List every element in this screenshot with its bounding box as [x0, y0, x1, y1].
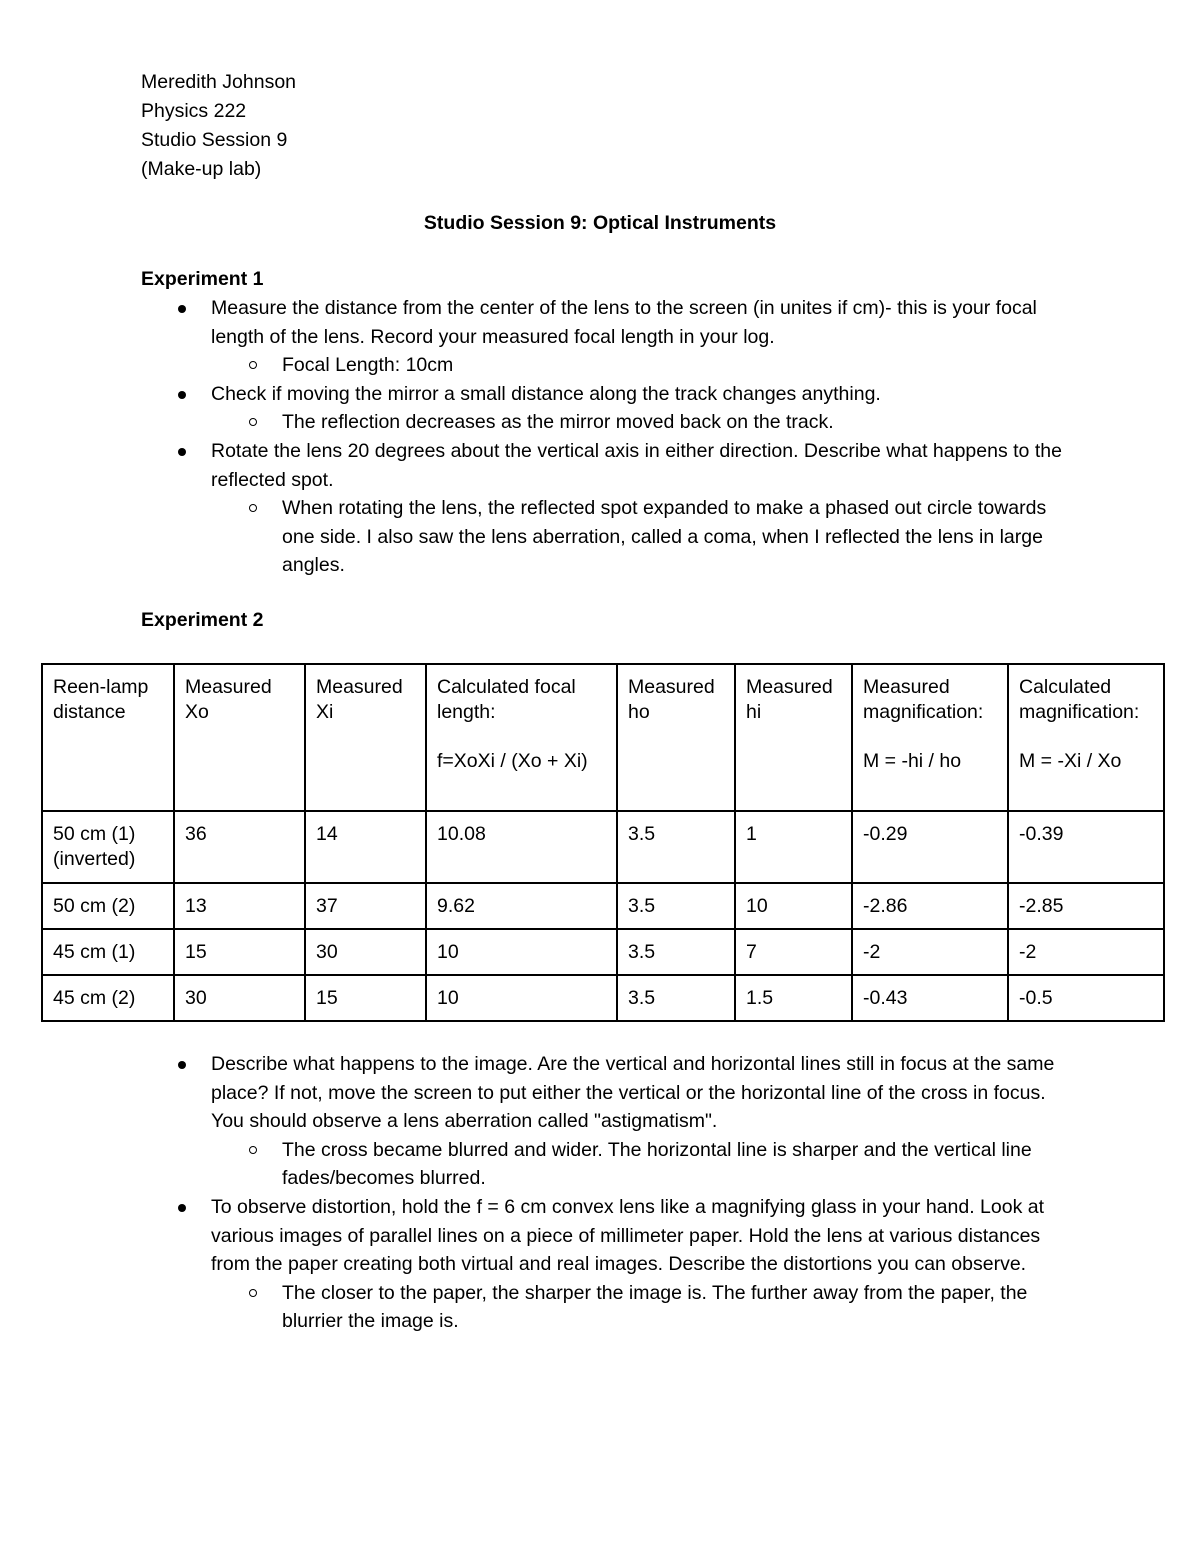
table-cell: 1: [735, 811, 852, 883]
list-item: [141, 380, 1071, 437]
table-cell: -0.39: [1008, 811, 1164, 883]
header-line: length:: [437, 701, 496, 723]
table-cell: 14: [305, 811, 426, 883]
results-table: [41, 663, 1165, 1022]
header-line: ho: [628, 701, 650, 723]
bullet-text: To observe distortion, hold the f = 6 cm convex lens like a magnifying glass in your hand. Look at various images of parallel lines on a piece of millimeter paper. Hold the lens at various distances from the paper creating both virtual and real images. Describe the distortions you can observe.: [211, 1195, 1045, 1276]
experiment-2-list: [141, 1050, 1071, 1336]
table-cell: 45 cm (2): [42, 975, 174, 1021]
table-cell: -0.43: [852, 975, 1008, 1021]
header-cell: [305, 664, 426, 811]
list-item: [141, 294, 1071, 380]
table-cell: 10: [735, 883, 852, 929]
bullet-text: Describe what happens to the image. Are the vertical and horizontal lines still in focus at the same place? If not, move the screen to put either the vertical or the horizontal line of the cross in focus. You should observe a lens aberration called "astigmatism".: [211, 1053, 1055, 1133]
table-cell: 3.5: [617, 975, 735, 1021]
header-cell: [852, 664, 1008, 811]
sub-list: [211, 351, 1071, 380]
sub-list-item: Focal Length: 10cm: [211, 351, 1071, 380]
header-formula: f=XoXi / (Xo + Xi): [437, 750, 588, 772]
experiment-1-heading: Experiment 1: [141, 268, 264, 290]
table-cell: 1.5: [735, 975, 852, 1021]
experiment-2-heading: Experiment 2: [141, 609, 264, 631]
table-header-row: [42, 664, 1164, 811]
sub-list: [211, 408, 1071, 437]
table-cell: 3.5: [617, 929, 735, 975]
table-cell: -2: [852, 929, 1008, 975]
table-cell: [42, 811, 174, 883]
sub-list: [211, 494, 1071, 580]
sub-list: [211, 1279, 1071, 1336]
header-cell: [735, 664, 852, 811]
header-line: Xo: [185, 701, 209, 723]
header-cell: [42, 664, 174, 811]
table-cell: -2.85: [1008, 883, 1164, 929]
cell-note: (inverted): [53, 848, 136, 870]
course-name: Physics 222: [141, 100, 247, 122]
header-cell: [426, 664, 617, 811]
header-line: magnification:: [1019, 701, 1140, 723]
header-line: Measured: [628, 676, 715, 698]
header-line: Measured: [185, 676, 272, 698]
table-row: [42, 811, 1164, 883]
cell-text: 50 cm (1): [53, 823, 136, 845]
table-cell: 10: [426, 975, 617, 1021]
experiment-1-list: [141, 294, 1071, 580]
table-cell: 10.08: [426, 811, 617, 883]
header-line: hi: [746, 701, 762, 723]
document-title: Studio Session 9: Optical Instruments: [423, 212, 777, 234]
author-name: Meredith Johnson: [141, 71, 297, 93]
author-header: [141, 68, 296, 184]
header-line: Reen-lamp: [53, 676, 149, 698]
table-cell: 13: [174, 883, 305, 929]
header-line: magnification:: [863, 701, 984, 723]
header-cell: [617, 664, 735, 811]
table-cell: 36: [174, 811, 305, 883]
bullet-text: Measure the distance from the center of the lens to the screen (in unites if cm)- this is your focal length of the lens. Record your measured focal length in your log.: [211, 297, 1037, 348]
table-cell: 3.5: [617, 883, 735, 929]
table-cell: 9.62: [426, 883, 617, 929]
header-line: distance: [53, 701, 126, 723]
header-line: Xi: [316, 701, 334, 723]
header-formula: M = -hi / ho: [863, 750, 962, 772]
table-row: [42, 975, 1164, 1021]
header-line: Measured: [316, 676, 403, 698]
table-cell: 30: [174, 975, 305, 1021]
list-item: [141, 437, 1071, 580]
sub-list-item: The reflection decreases as the mirror moved back on the track.: [211, 408, 1071, 437]
header-line: Measured: [746, 676, 833, 698]
header-formula: M = -Xi / Xo: [1019, 750, 1122, 772]
makeup-note: (Make-up lab): [141, 158, 262, 180]
header-line: Measured: [863, 676, 950, 698]
header-line: Calculated: [1019, 676, 1112, 698]
header-line: Calculated focal: [437, 676, 576, 698]
bullet-text: Rotate the lens 20 degrees about the vertical axis in either direction. Describe what happens to the reflected spot.: [211, 439, 1062, 491]
table-cell: -0.5: [1008, 975, 1164, 1021]
table-cell: -0.29: [852, 811, 1008, 883]
bullet-text: Check if moving the mirror a small distance along the track changes anything.: [211, 382, 881, 405]
table-cell: 10: [426, 929, 617, 975]
session-name: Studio Session 9: [141, 129, 288, 151]
table-cell: 37: [305, 883, 426, 929]
list-item: [141, 1050, 1071, 1193]
table-cell: -2: [1008, 929, 1164, 975]
table-cell: 45 cm (1): [42, 929, 174, 975]
header-cell: [1008, 664, 1164, 811]
table-cell: 7: [735, 929, 852, 975]
sub-list: [211, 1136, 1071, 1193]
table-cell: 15: [174, 929, 305, 975]
table-row: [42, 929, 1164, 975]
table-cell: -2.86: [852, 883, 1008, 929]
sub-list-item: The closer to the paper, the sharper the image is. The further away from the paper, the blurrier the image is.: [211, 1279, 1071, 1336]
list-item: [141, 1193, 1071, 1336]
table-row: [42, 883, 1164, 929]
sub-list-item: When rotating the lens, the reflected spot expanded to make a phased out circle towards one side. I also saw the lens aberration, called a coma, when I reflected the lens in large angles.: [211, 494, 1071, 580]
table-cell: 3.5: [617, 811, 735, 883]
sub-list-item: The cross became blurred and wider. The horizontal line is sharper and the vertical line fades/becomes blurred.: [211, 1136, 1071, 1193]
table-cell: 15: [305, 975, 426, 1021]
header-cell: [174, 664, 305, 811]
table-cell: 30: [305, 929, 426, 975]
table-cell: 50 cm (2): [42, 883, 174, 929]
